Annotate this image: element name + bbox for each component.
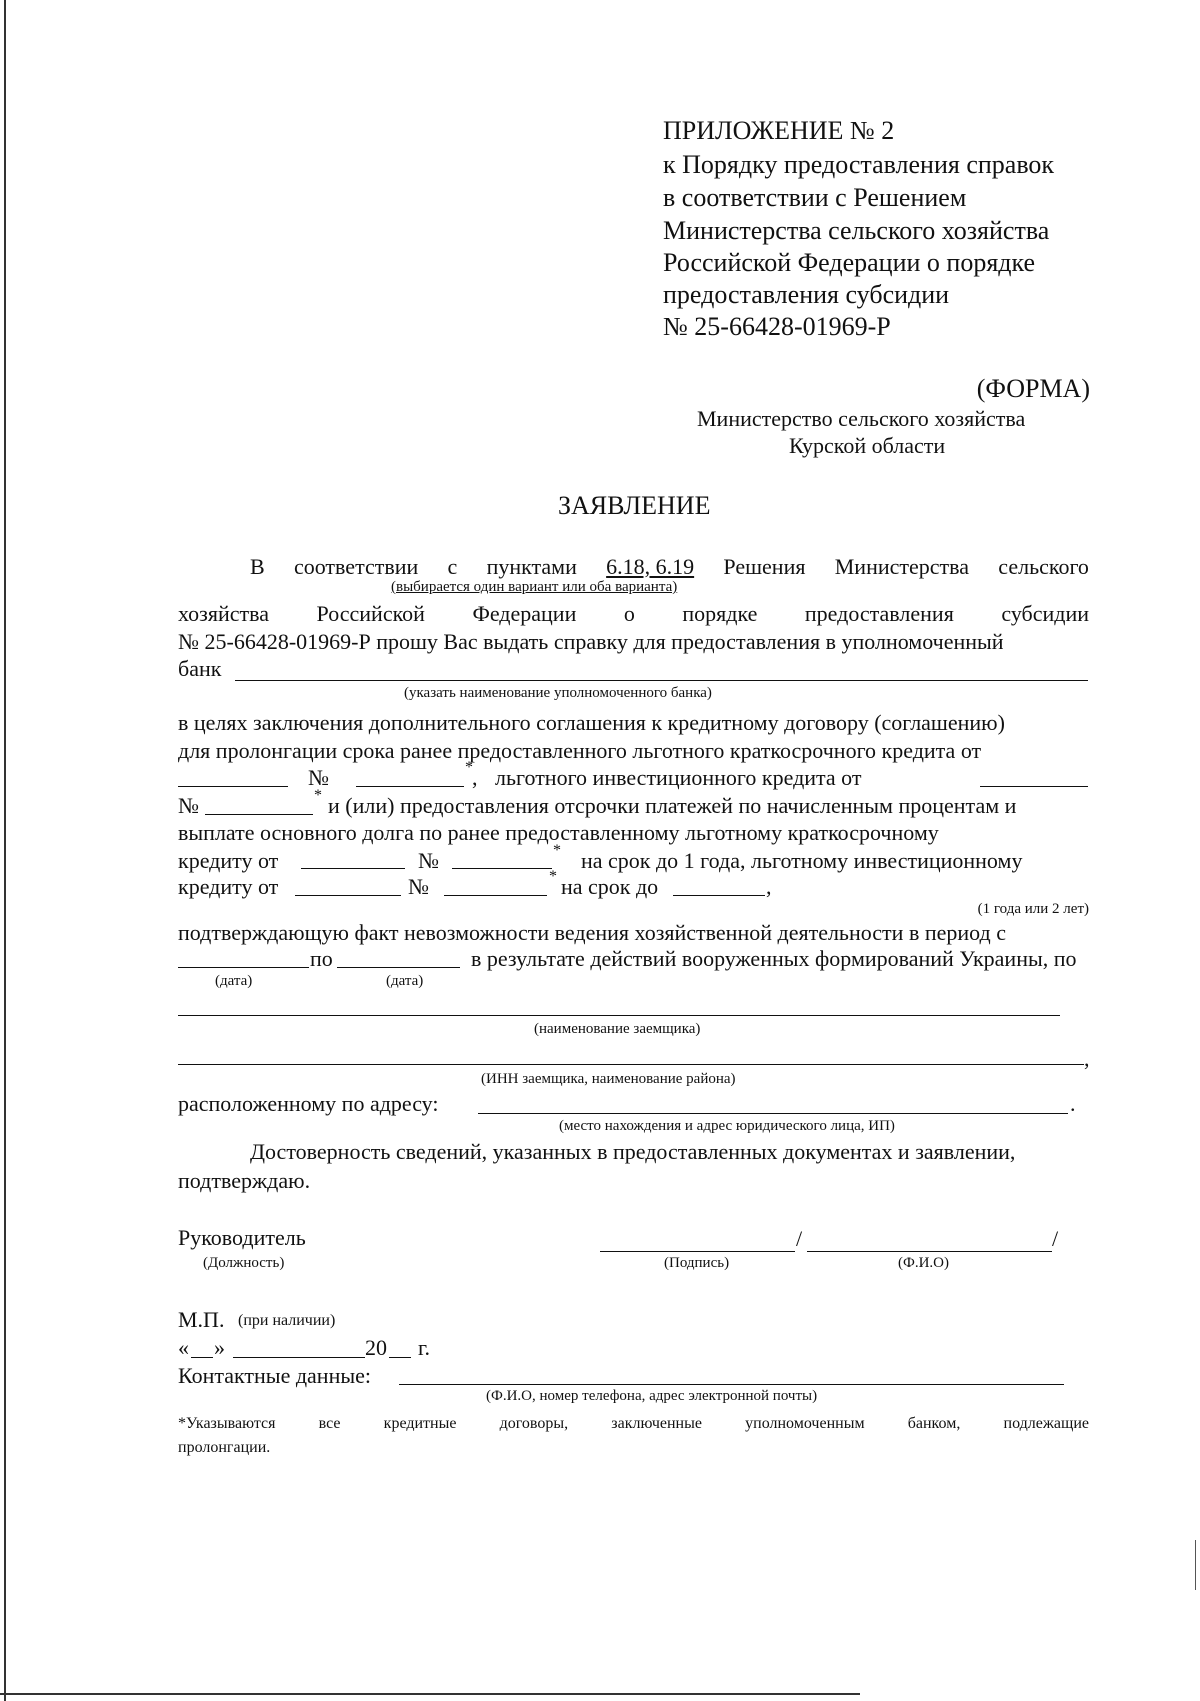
contacts-caption: (Ф.И.О, номер телефона, адрес электронной почты) bbox=[486, 1388, 818, 1404]
paragraph-line: в результате действий вооруженных формирований Украины, по bbox=[471, 946, 1077, 971]
stamp-label: М.П. bbox=[178, 1307, 225, 1332]
footnote-mark: * bbox=[549, 868, 557, 885]
number-sign: № bbox=[408, 874, 429, 899]
year-field[interactable] bbox=[389, 1357, 411, 1358]
signature-field[interactable] bbox=[600, 1251, 795, 1252]
fio-caption: (Ф.И.О) bbox=[898, 1255, 950, 1271]
address-label: расположенному по адресу: bbox=[178, 1091, 439, 1116]
paragraph-line: льготного инвестиционного кредита от bbox=[495, 765, 862, 790]
comma: , bbox=[766, 874, 772, 899]
term-field[interactable] bbox=[673, 895, 765, 896]
year-suffix: г. bbox=[418, 1335, 431, 1360]
scan-edge-right bbox=[1195, 1540, 1196, 1590]
header-line: Российской Федерации о порядке bbox=[663, 248, 1036, 277]
paragraph-line: в целях заключения дополнительного соглашения к кредитному договору (соглашению) bbox=[178, 710, 1005, 735]
credit-from-label: кредиту от bbox=[178, 848, 279, 873]
reliability-line: подтверждаю. bbox=[178, 1168, 311, 1193]
scan-edge-bottom bbox=[0, 1693, 860, 1695]
invest-credit-date-field[interactable] bbox=[980, 786, 1088, 787]
document-title: ЗАЯВЛЕНИЕ bbox=[558, 491, 711, 520]
deferral-invest-date-field[interactable] bbox=[295, 895, 401, 896]
signature-caption: (Подпись) bbox=[664, 1255, 730, 1271]
date-close-quote: » bbox=[214, 1335, 225, 1360]
reliability-line: Достоверность сведений, указанных в предоставленных документах и заявлении, bbox=[250, 1139, 1016, 1164]
position-caption: (Должность) bbox=[203, 1255, 285, 1271]
position-value: Руководитель bbox=[178, 1225, 306, 1250]
short-credit-date-field[interactable] bbox=[178, 786, 288, 787]
period-start-field[interactable] bbox=[178, 967, 309, 968]
month-field[interactable] bbox=[233, 1357, 365, 1358]
header-line: предоставления субсидии bbox=[663, 280, 950, 309]
stamp-note: (при наличии) bbox=[238, 1312, 336, 1329]
slash: / bbox=[796, 1226, 803, 1251]
bank-caption: (указать наименование уполномоченного банка) bbox=[404, 685, 712, 701]
slash: / bbox=[1052, 1226, 1059, 1251]
paragraph-line: и (или) предоставления отсрочки платежей по начисленным процентам и bbox=[328, 793, 1017, 818]
date-caption: (дата) bbox=[386, 973, 424, 989]
paragraph-line: В соответствии с пунктами 6.18, 6.19 Решения Министерства сельского bbox=[250, 554, 1089, 579]
fio-field[interactable] bbox=[807, 1251, 1052, 1252]
day-field[interactable] bbox=[191, 1357, 213, 1358]
scan-edge-left bbox=[4, 0, 6, 1701]
paragraph-line: подтверждающую факт невозможности ведения хозяйственной деятельности в период с bbox=[178, 920, 1006, 945]
bank-label: банк bbox=[178, 656, 222, 681]
paragraph-line: № 25-66428-01969-Р прошу Вас выдать справку для предоставления в уполномоченный bbox=[178, 629, 1004, 654]
addressee-line2: Курской области bbox=[789, 433, 946, 458]
addressee-line1: Министерство сельского хозяйства bbox=[697, 406, 1026, 431]
footnote-mark: * bbox=[314, 787, 322, 804]
comma: , bbox=[1084, 1046, 1090, 1071]
invest-credit-number-field[interactable] bbox=[205, 814, 313, 815]
paragraph-line: хозяйства Российской Федерации о порядке предоставления субсидии bbox=[178, 601, 1089, 626]
short-credit-number-field[interactable] bbox=[356, 786, 464, 787]
borrower-caption: (наименование заемщика) bbox=[534, 1021, 701, 1037]
variant-note: (выбирается один вариант или оба варианта) bbox=[391, 579, 678, 595]
paragraph-line: на срок до 1 года, льготному инвестиционному bbox=[581, 848, 1023, 873]
footnote-mark: * bbox=[553, 842, 561, 859]
deferral-invest-number-field[interactable] bbox=[444, 895, 547, 896]
appendix-title: ПРИЛОЖЕНИЕ № 2 bbox=[663, 116, 895, 145]
deferral-short-date-field[interactable] bbox=[301, 868, 405, 869]
paragraph-line: для пролонгации срока ранее предоставленного льготного краткосрочного кредита от bbox=[178, 738, 982, 763]
borrower-name-field[interactable] bbox=[178, 1015, 1060, 1016]
period-to-label: по bbox=[310, 946, 333, 971]
header-line: к Порядку предоставления справок bbox=[663, 150, 1055, 179]
paragraph-line: выплате основного долга по ранее предоставленному льготному краткосрочному bbox=[178, 820, 939, 845]
term-caption: (1 года или 2 лет) bbox=[977, 901, 1089, 917]
header-line: № 25-66428-01969-Р bbox=[663, 312, 891, 341]
header-line: Министерства сельского хозяйства bbox=[663, 216, 1050, 245]
bank-name-field[interactable] bbox=[235, 680, 1088, 681]
date-caption: (дата) bbox=[215, 973, 253, 989]
footnote-mark: * bbox=[465, 759, 473, 776]
address-field[interactable] bbox=[478, 1113, 1068, 1114]
term-to-label: на срок до bbox=[561, 874, 659, 899]
contacts-label: Контактные данные: bbox=[178, 1363, 371, 1388]
period-mark: . bbox=[1070, 1091, 1076, 1116]
credit-from-label: кредиту от bbox=[178, 874, 279, 899]
deferral-short-number-field[interactable] bbox=[452, 868, 552, 869]
contacts-field[interactable] bbox=[399, 1384, 1064, 1385]
header-line: в соответствии с Решением bbox=[663, 183, 967, 212]
year-prefix: 20 bbox=[365, 1335, 387, 1360]
period-end-field[interactable] bbox=[337, 967, 460, 968]
comma: , bbox=[472, 765, 478, 790]
number-sign: № bbox=[178, 793, 199, 818]
footnote-line: пролонгации. bbox=[178, 1439, 271, 1456]
footnote-line: *Указываются все кредитные договоры, заключенные уполномоченным банком, подлежащие bbox=[178, 1415, 1089, 1432]
items-reference: 6.18, 6.19 bbox=[606, 554, 695, 579]
borrower-inn-field[interactable] bbox=[178, 1064, 1084, 1065]
address-caption: (место нахождения и адрес юридического лица, ИП) bbox=[559, 1118, 895, 1134]
date-open-quote: « bbox=[178, 1335, 189, 1360]
inn-caption: (ИНН заемщика, наименование района) bbox=[481, 1071, 736, 1087]
form-label: (ФОРМА) bbox=[976, 374, 1090, 403]
number-sign: № bbox=[308, 765, 329, 790]
number-sign: № bbox=[418, 848, 439, 873]
